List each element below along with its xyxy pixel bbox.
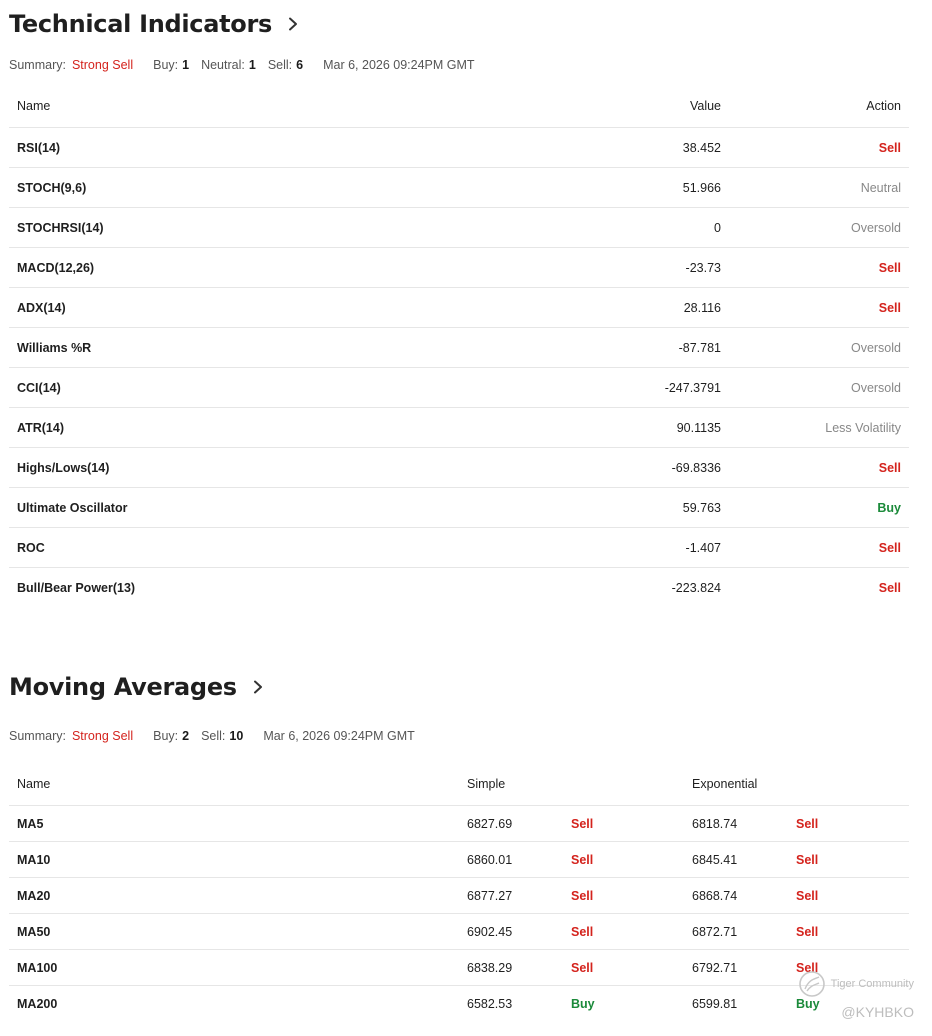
- technical-indicators-header[interactable]: [9, 10, 300, 38]
- technical-indicators-table: [9, 84, 909, 608]
- table-row[interactable]: [9, 528, 909, 568]
- table-row[interactable]: [9, 448, 909, 488]
- indicator-name: CCI(14): [17, 380, 61, 395]
- column-header-simple: Simple: [467, 776, 506, 791]
- ma-exponential-action: Sell: [796, 852, 819, 867]
- table-row[interactable]: [9, 128, 909, 168]
- ma-simple-action: Sell: [571, 960, 594, 975]
- indicator-value: -87.781: [678, 340, 721, 355]
- neutral-count-group: [201, 58, 256, 72]
- sell-count-group: [201, 729, 243, 743]
- summary-label: Summary:: [9, 729, 66, 743]
- indicator-value: 0: [714, 220, 721, 235]
- table-row[interactable]: [9, 288, 909, 328]
- summary-verdict: Strong Sell: [71, 729, 134, 743]
- ma-simple-action: Sell: [571, 888, 594, 903]
- indicator-name: Ultimate Oscillator: [17, 500, 128, 515]
- ma-exponential-action: Sell: [796, 960, 819, 975]
- table-row[interactable]: [9, 368, 909, 408]
- indicator-action: Sell: [878, 140, 901, 155]
- sell-count-group: [268, 58, 303, 72]
- indicator-name: ATR(14): [17, 420, 64, 435]
- buy-count-group: [153, 729, 189, 743]
- indicator-action: Sell: [878, 260, 901, 275]
- summary-timestamp: Mar 6, 2026 09:24PM GMT: [263, 729, 415, 743]
- ma-simple-value: 6902.45: [467, 924, 513, 939]
- indicator-action: Oversold: [850, 380, 901, 395]
- moving-averages-table: [9, 762, 909, 1022]
- indicator-action: Buy: [877, 500, 901, 515]
- moving-averages-title[interactable]: Moving Averages: [9, 673, 237, 701]
- technical-indicators-title[interactable]: Technical Indicators: [9, 10, 273, 38]
- table-row[interactable]: [9, 568, 909, 608]
- buy-label: Buy:: [153, 729, 179, 743]
- indicator-name: RSI(14): [17, 140, 61, 155]
- neutral-label: Neutral:: [201, 58, 245, 72]
- ma-simple-action: Sell: [571, 924, 594, 939]
- ma-exponential-action: Sell: [796, 816, 819, 831]
- indicator-name: ROC: [17, 540, 45, 555]
- column-header-action: Action: [866, 98, 901, 113]
- indicator-value: 38.452: [682, 140, 721, 155]
- ma-name: MA20: [17, 888, 51, 903]
- column-header-name: Name: [17, 98, 51, 113]
- indicator-name: Bull/Bear Power(13): [17, 581, 136, 595]
- indicator-name: STOCH(9,6): [17, 180, 87, 195]
- neutral-count: 1: [248, 58, 256, 72]
- indicator-action: Less Volatility: [825, 420, 901, 435]
- table-row[interactable]: [9, 168, 909, 208]
- indicator-value: -223.824: [671, 581, 721, 595]
- buy-count: 1: [182, 58, 190, 72]
- indicator-name: Highs/Lows(14): [17, 460, 110, 475]
- buy-count: 2: [182, 729, 190, 743]
- indicator-value: 90.1135: [676, 420, 721, 435]
- table-body: [9, 806, 909, 1022]
- watermark: [797, 969, 914, 1026]
- indicator-value: -1.407: [685, 540, 721, 555]
- table-row[interactable]: [9, 914, 909, 950]
- ma-simple-value: 6838.29: [467, 960, 513, 975]
- ma-exponential-action: Sell: [796, 924, 819, 939]
- indicator-name: Williams %R: [17, 340, 92, 355]
- buy-count-group: [153, 58, 189, 72]
- ma-exponential-value: 6818.74: [692, 816, 738, 831]
- ma-exponential-value: 6868.74: [692, 888, 738, 903]
- ma-exponential-action: Buy: [796, 997, 820, 1011]
- moving-averages-header[interactable]: [9, 673, 265, 701]
- table-body: [9, 128, 909, 608]
- indicator-action: Sell: [878, 540, 901, 555]
- table-header: [9, 84, 909, 128]
- ma-exponential-value: 6845.41: [692, 852, 738, 867]
- ma-exponential-action: Sell: [796, 888, 819, 903]
- table-row[interactable]: [9, 842, 909, 878]
- table-row[interactable]: [9, 806, 909, 842]
- moving-summary: [9, 729, 415, 743]
- sell-count: 6: [296, 58, 304, 72]
- ma-simple-value: 6827.69: [467, 816, 513, 831]
- indicator-action: Sell: [878, 460, 901, 475]
- indicator-action: Neutral: [860, 180, 901, 195]
- ma-name: MA50: [17, 924, 51, 939]
- table-row[interactable]: [9, 248, 909, 288]
- column-header-exponential: Exponential: [692, 776, 758, 791]
- ma-simple-action: Sell: [571, 816, 594, 831]
- indicator-value: -247.3791: [664, 380, 721, 395]
- sell-label: Sell:: [201, 729, 226, 743]
- table-row[interactable]: [9, 986, 909, 1022]
- summary-timestamp: Mar 6, 2026 09:24PM GMT: [323, 58, 475, 72]
- ma-name: MA100: [17, 960, 58, 975]
- table-row[interactable]: [9, 488, 909, 528]
- technical-summary: [9, 58, 475, 72]
- chevron-right-icon[interactable]: [251, 680, 265, 694]
- indicator-value: -23.73: [685, 260, 721, 275]
- table-row[interactable]: [9, 408, 909, 448]
- summary-label: Summary:: [9, 58, 66, 72]
- watermark-brand: Tiger Community: [830, 977, 914, 990]
- indicator-action: Sell: [878, 300, 901, 315]
- ma-simple-action: Buy: [571, 997, 595, 1011]
- table-header: [9, 762, 909, 806]
- watermark-handle: @KYHBKO: [841, 1004, 914, 1021]
- indicator-name: MACD(12,26): [17, 260, 95, 275]
- ma-exponential-value: 6872.71: [692, 924, 738, 939]
- sell-count: 10: [229, 729, 244, 743]
- ma-exponential-value: 6599.81: [692, 997, 738, 1011]
- indicator-value: 51.966: [682, 180, 721, 195]
- ma-simple-action: Sell: [571, 852, 594, 867]
- sell-label: Sell:: [267, 58, 293, 72]
- ma-simple-value: 6860.01: [467, 852, 513, 867]
- buy-label: Buy:: [153, 58, 179, 72]
- ma-name: MA5: [17, 816, 44, 831]
- indicator-name: ADX(14): [17, 300, 66, 315]
- column-header-value: Value: [689, 98, 721, 113]
- indicator-value: -69.8336: [671, 460, 721, 475]
- table-row[interactable]: [9, 328, 909, 368]
- column-header-name: Name: [17, 776, 51, 791]
- indicator-value: 28.116: [683, 300, 721, 315]
- tiger-logo-icon: [797, 969, 827, 999]
- indicator-action: Oversold: [850, 220, 901, 235]
- ma-simple-value: 6877.27: [467, 888, 513, 903]
- indicator-action: Oversold: [850, 340, 901, 355]
- indicator-value: 59.763: [682, 500, 721, 515]
- ma-name: MA200: [17, 997, 58, 1011]
- summary-verdict: Strong Sell: [71, 58, 134, 72]
- ma-exponential-value: 6792.71: [692, 960, 738, 975]
- indicator-action: Sell: [878, 581, 901, 595]
- chevron-right-icon[interactable]: [286, 17, 300, 31]
- table-row[interactable]: [9, 878, 909, 914]
- indicator-name: STOCHRSI(14): [17, 220, 104, 235]
- ma-name: MA10: [17, 852, 51, 867]
- ma-simple-value: 6582.53: [467, 997, 513, 1011]
- table-row[interactable]: [9, 950, 909, 986]
- table-row[interactable]: [9, 208, 909, 248]
